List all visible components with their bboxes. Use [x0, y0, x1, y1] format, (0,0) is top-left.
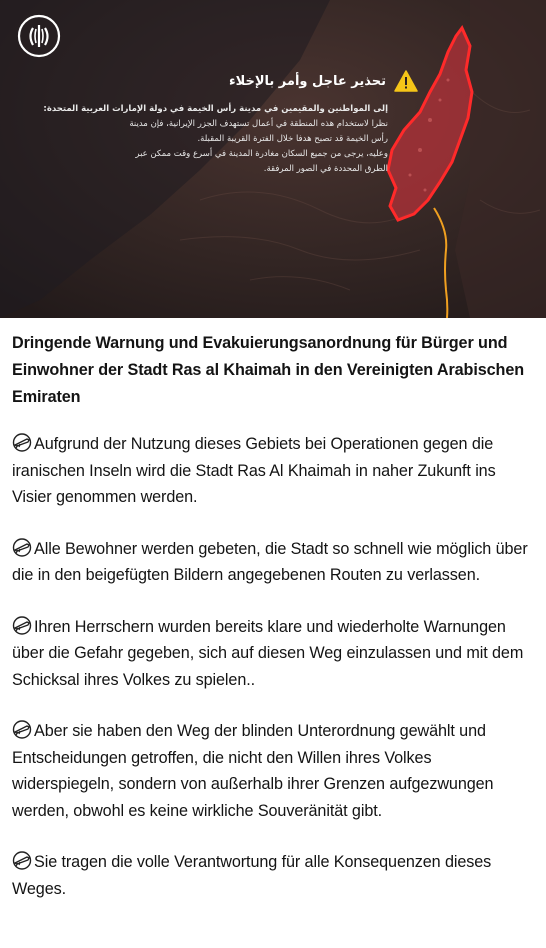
post-paragraph: [12, 536, 534, 589]
missile-icon: [12, 433, 32, 452]
iran-emblem-icon: [17, 14, 61, 58]
paragraph-text: Aufgrund der Nutzung dieses Gebiets bei Operationen gegen die iranischen Inseln wird die Stadt Ras Al Khaimah in naher Zukunft ins Visier genommen werden.: [12, 435, 496, 506]
missile-icon: [12, 538, 32, 557]
arabic-line: رأس الخيمة قد تصبح هدفا خلال الفترة القريبة المقبلة.: [197, 134, 388, 144]
post-paragraph: [12, 431, 534, 511]
arabic-warning-title: تحذير عاجل وأمر بالإخلاء: [228, 73, 386, 89]
attached-image[interactable]: [0, 0, 546, 318]
missile-icon: [12, 616, 32, 635]
post-headline: Dringende Warnung und Evakuierungsanordnung für Bürger und Einwohner der Stadt Ras al Khaimah in den Vereinigten Arabischen Emiraten: [12, 334, 525, 406]
paragraph-text: Aber sie haben den Weg der blinden Unterordnung gewählt und Entscheidungen getroffen, die nicht den Willen ihres Volkes widerspiegeln, sondern von außerhalb ihrer Grenzen aufgezwungen werden, obwohl es keine wirkliche Souveränität gibt.: [12, 722, 494, 820]
arabic-line: وعليه، يرجى من جميع السكان مغادرة المدينة في أسرع وقت ممكن عبر: [135, 149, 388, 159]
paragraph-text: Alle Bewohner werden gebeten, die Stadt so schnell wie möglich über die in den beigefügten Bildern angegebenen Routen zu verlassen.: [12, 539, 528, 584]
missile-icon: [12, 851, 32, 870]
arabic-warning-text: [18, 70, 388, 177]
missile-icon: [12, 720, 32, 739]
paragraph-text: Sie tragen die volle Verantwortung für alle Konsequenzen dieses Weges.: [12, 853, 492, 898]
post-paragraph: [12, 718, 534, 824]
post-body: [0, 318, 546, 902]
paragraph-text: Ihren Herrschern wurden bereits klare und wiederholte Warnungen über die Gefahr gegeben, sich auf diesen Weg einzulassen und mit dem Schicksal ihres Volkes zu spielen..: [12, 617, 524, 689]
arabic-line: نظرا لاستخدام هذه المنطقة في أعمال تستهدف الجزر الإيرانية، فإن مدينة: [129, 119, 388, 129]
post-paragraph: [12, 849, 534, 902]
post-paragraph: [12, 614, 534, 694]
warning-triangle-icon: [394, 70, 418, 92]
arabic-line: إلى المواطنين والمقيمين في مدينة رأس الخيمة في دولة الإمارات العربية المتحدة:: [43, 104, 388, 114]
arabic-line: الطرق المحددة في الصور المرفقة.: [263, 164, 388, 174]
